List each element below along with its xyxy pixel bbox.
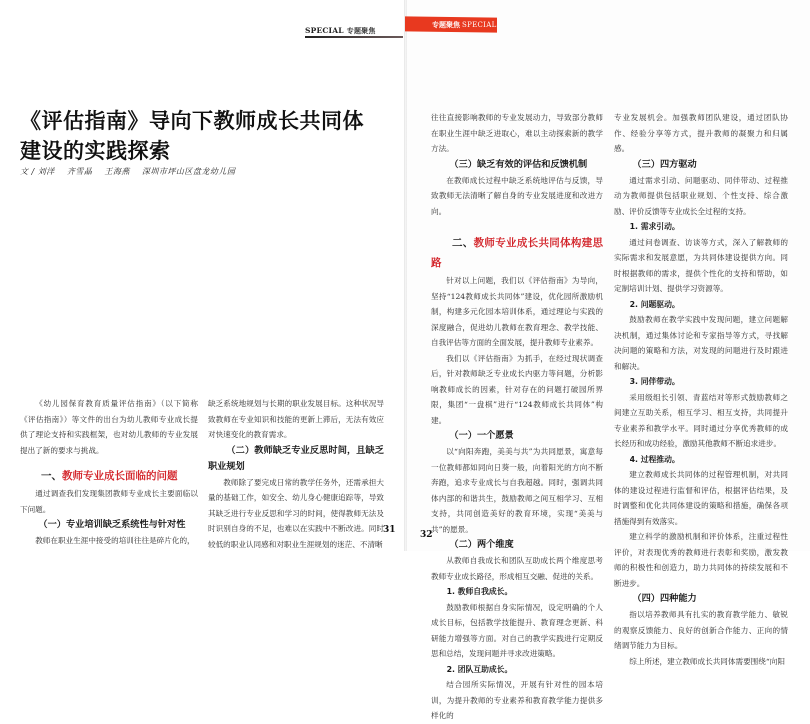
page-number-left: 31 [383,525,396,535]
right-column-1 [431,110,603,724]
byline-affiliation: 深圳市坪山区盘龙幼儿园 [141,167,236,176]
paragraph: 建立教师成长共同体的过程管理机制，对共同体的建设过程进行监督和评估，根据评估结果，及时调整和优化共同体建设的策略和措施，确保各项措施得到有效落实。 [614,470,788,526]
page-number-right: 32 [420,530,433,540]
paragraph: 建立科学的激励机制和评价体系，注重过程性评价，对表现优秀的教师进行表彰和奖励，激发教师的积极性和创造力，助力共同体的持续发展和不断进步。 [614,532,788,588]
header-zh-label: 专题聚焦 [346,26,376,35]
page-gutter [404,0,407,551]
left-column-2 [208,396,384,552]
paragraph: 通过需求引动、问题驱动、同伴带动、过程推动为教师提供包括职业规划、个性支持、综合激励、评价反馈等专业成长全过程的支持。 [614,175,788,216]
intro-paragraph: 《幼儿园保育教育质量评估指南》（以下简称《评估指南》）等文件的出台为幼儿教师专业成长提供了理论支持和实践框架，也对幼儿教师的专业发展提出了新的要求与挑战。 [20,399,198,455]
section-heading-1 [20,466,198,486]
minor-heading: 2. 问题驱动。 [629,299,680,309]
paragraph: 指以培养教师具有扎实的教育教学能力、敏锐的观察反馈能力、良好的创新合作能力、正向的情绪调节能力为目标。 [614,610,788,650]
header-en-label: SPECIAL [462,21,497,29]
section-title: 教师专业成长共同体构建思路 [431,237,604,269]
section-number: 二、 [452,237,474,249]
byline [20,166,244,177]
title-line-2: 建设的实践探索 [20,139,171,163]
running-header-left [305,26,376,36]
minor-heading: 1. 需求引动。 [629,222,680,231]
paragraph: 专业发展机会。加强教师团队建设，通过团队协作、经验分享等方式，提升教师的凝聚力和归属感。 [614,113,788,153]
subheading: （四）四种能力 [632,593,697,604]
minor-heading: 2. 团队互助成长。 [446,664,513,674]
article-title [20,106,364,166]
subheading: （二）教师缺乏专业反思时间，且缺乏职业规划 [208,444,384,472]
paragraph: 综上所述，建立教师成长共同体需要围绕“向阳 [629,656,785,666]
paragraph: 教师除了要完成日常的教学任务外，还需承担大量的基础工作，如安全、幼儿身心健康追踪等，导致其缺乏进行专业反思和学习的时间，使得教师无法及时识别自身的不足，也难以在实践中不断改进。同时较低的职业认同感和对职业生涯规划的迷茫、不清晰 [208,477,384,549]
paragraph: 缺乏系统地规划与长期的职业发展目标。这种状况导致教师在专业知识和技能的更新上滞后，无法有效应对快速变化的教育需求。 [208,399,384,439]
section-heading-2 [431,233,603,273]
subheading: （一）专业培训缺乏系统性与针对性 [38,519,186,530]
paragraph: 鼓励教师在教学实践中发现问题，建立问题解决机制，通过集体讨论和专家指导等方式，寻找解决问题的策略和方法，对发现的问题进行及时跟进和解决。 [614,315,788,371]
section-title: 教师专业成长面临的问题 [62,470,178,482]
subheading: （一）一个愿景 [449,430,514,441]
minor-heading: 3. 同伴带动。 [629,377,680,386]
byline-author-3: 王海燕 [104,167,130,176]
header-rule [305,36,403,38]
left-column-1 [20,396,198,549]
paragraph: 在教师成长过程中缺乏系统地评估与反馈，导致教师无法清晰了解自身的专业发展进度和改进方向。 [431,175,603,216]
header-en-label: SPECIAL [305,26,344,35]
paragraph: 教师在职业生涯中接受的培训往往是碎片化的， [35,536,195,545]
paragraph: 针对以上问题，我们以《评估指南》为导向，坚持“124教师成长共同体”建设，优化园所激励机制，构建多元化园本培训体系，通过理论与实践的深度融合，促进幼儿教师在教育理念、教学技能、自我评估等方面的全面发展，提升教师专业素养。 [431,276,603,347]
paragraph: 结合园所实际情况，开展有针对性的园本培训，为提升教师的专业素养和教育教学能力提供多样化的 [431,680,603,720]
paragraph: 往往直接影响教师的专业发展动力，导致部分教师在职业生涯中缺乏进取心，难以主动探索新的教学方法。 [431,113,603,153]
paragraph: 我们以《评估指南》为抓手，在经过现状调查后，针对教师缺乏专业成长内驱力等问题，分析影响教师成长的因素，针对存在的问题打破园所界限，集团“一盘棋”进行“124教师成长共同体”构建。 [431,353,603,425]
paragraph: 采用级组长引领、青蓝结对等形式鼓励教师之间建立互助关系，相互学习、相互支持，共同提升专业素养和教学水平。同时通过分享优秀教师的成长经历和成功经验，激励其他教师不断追求进步。 [614,392,788,448]
byline-author-1: 文 / 刘洋 [20,167,55,176]
minor-heading: 4. 过程推动。 [629,454,680,464]
paragraph: 通过调查我们发现集团教师专业成长主要面临以下问题。 [20,489,198,514]
section-number: 一、 [41,470,62,482]
subheading: （三）四方驱动 [632,158,697,170]
paragraph: 以“向阳奔跑，美美与共”为共同愿景，寓意每一位教师都如同向日葵一般，向着阳光的方向不断奔跑，追求专业成长与自我超越。同时，强调共同体内部的和谐共生，鼓励教师之间互相学习、互相支持，共同创造美好的教育环境，实现“美美与共”的愿景。 [431,447,603,534]
right-column-2 [614,110,788,669]
minor-heading: 1. 教师自我成长。 [446,587,513,596]
running-header-right [432,20,497,30]
subheading: （三）缺乏有效的评估和反馈机制 [449,158,588,170]
paragraph: 鼓励教师根据自身实际情况，设定明确的个人成长目标，包括教学技能提升、教育理念更新、科研能力增强等方面。对自己的教学实践进行定期反思和总结，发现问题并寻求改进策略。 [431,602,603,658]
subheading: （二）两个维度 [449,539,514,550]
byline-author-2: 齐雪晶 [66,167,93,176]
title-line-1: 《评估指南》导向下教师成长共同体 [20,109,364,133]
header-zh-label: 专题聚焦 [432,20,460,29]
paragraph: 通过问卷调查、访谈等方式，深入了解教师的实际需求和发展意愿，为共同体建设提供方向。同时根据教师的需求，提供个性化的支持和帮助，如定制培训计划、提供学习资源等。 [614,237,788,293]
paragraph: 从教师自我成长和团队互助成长两个维度思考教师专业成长路径，形成相互交融、促进的关系。 [431,556,603,581]
